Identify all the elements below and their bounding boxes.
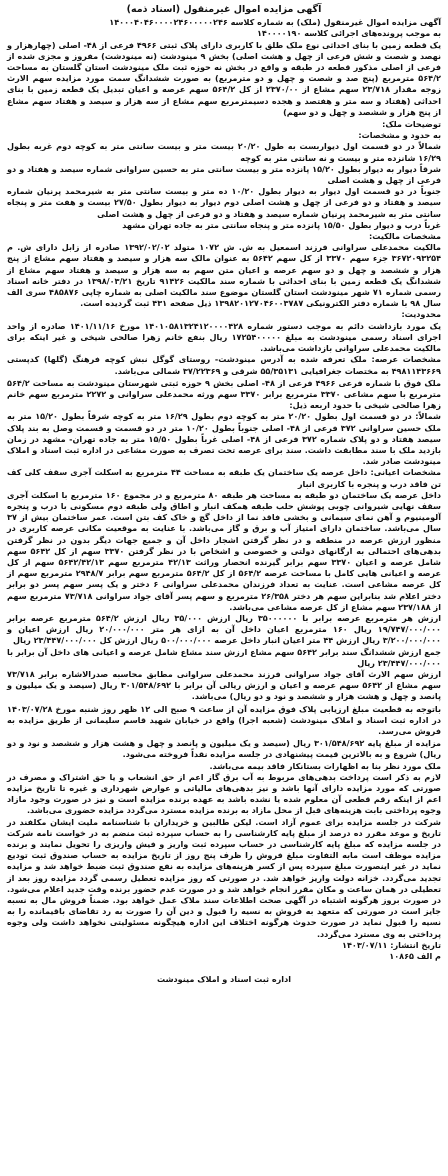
auction-schedule: باتوجه به قطعیت مبلغ ارزیابی پلاک فوق مزایده آن از ساعت ۹ صبح الی ۱۲ ظهر روز شنبه مورخ ۱۴۰۳/۰۷/۲۸ در اداره ثبت اسناد و املاک مینودشت (شعبه اجرا) واقع در خیابان شهید قاسم سلیمانی از طریق مزایده به فروش می‌رسد. xyxy=(7,703,442,736)
inheritance-value: ارزش سهم الارث آقای جواد سراوانی فرزند محمدعلی سراوانی مطابق محاسبه صدرالاشاره برابر ۷۳/۷۱۸ سهم مشاع از ۵۶۴۲ سهم عرصه و اعیان و ارزش ریالی آن برابر با ۳۰۱/۵۴۸/۶۹۲ ریال (سیصد و یک میلیون و پانصد و چهل و هشت هزار و ششصد و نود و دو ریال) می‌باشد. xyxy=(7,668,441,702)
case-reference: به موجب پرونده‌های اجرائی کلاسه ۱۴۰۰۰۰۱۹۰ xyxy=(256,28,441,39)
property-description: یک قطعه زمین با بنای احداثی نوع ملک طلق با کاربری دارای پلاک ثبتی ۴۹۶۶ فرعی از ۴۸- اصلی (چهارهزار و نهصد و شصت و شش فرعی از چهل و هشت اصلی) بخش ۹ مینودشت (نه مینودشت) مفروز و مجزی شده از فرعی از اصلی مذکور قطعه در طبقه و واقع در بخش نه حوزه ثبت ملک مینودشت استان گلستان به مساحت ۵۶۴/۲ مترمربع (پنج صد و شصت و چهل و دو مترمربع) به صورت ششدانگ سمت مورد مزایده سهم الارث زوجه مقدار ۲۳/۷۱۸ سهم مشاع از ۲۳۷۰/۰۰ از کل ۵۶۴/۲ سهم عرصه و اعیان تبدیل یک قطعه زمین با بنای احداثی (هفتاد و سه متر و هفتصد و هجده دسیمترمربع سهم مشاع از سه هزار و سیصد و هفتاد سهم مشاع از پنج هزار و ششصد و چهل و دو سهم) xyxy=(7,39,441,117)
site-details: ملک تعرفه شده به آدرس مینودشت- روستای گوگل نبش کوچه فرهنگ (گلها) کدپستی ۴۹۸۱۱۴۳۶۶۹ به مختصات جغرافیایی ۵۵/۳۵۱۳۱ شرقی و ۳۷/۲۲۳۶۹ شمالی می‌باشد. xyxy=(7,354,441,376)
notice-title: آگهی مزایده اموال غیرمنقول (اسناد ذمه) xyxy=(126,4,322,15)
property-paragraph: ملک فوق با شماره فرعی ۴۹۶۶ فرعی از ۴۸- اصلی بخش ۹ حوزه ثبتی شهرستان مینودشت به مساحت ۵۶۴/۲ مترمربع با سهم مشاعی ۳۳۷۰ مترمربع برابر ۳۳۷۰ سهم ورثه محمدعلی سراوانی و ۲۲۷۲ مترمربع سهم خانم زهرا صالحی شیخی با حدود اربعه ذیل: xyxy=(7,377,442,411)
boundaries-paragraph: شمالاً: در دو قسمت اول بطول ۲۰/۲۰ متر به کوچه دوم بطول ۱۶/۲۹ متر به کوچه شرقاً بطول ۱۵/۲۰ متر به ملک حسین سراوانی ۳۷۲ فرعی از ۴۸- اصلی جنوباً بطول ۱۰/۲۰ متر در دو قسمت و قسمت وصل به بند پلاک سیصد هفتاد و دو پلاک شماره ۳۷۲ فرعی از ۴۸- اصلی غرباً بطول ۱۵/۵۰ متر به جاده تهران- مشهد در زمان بازدید ملک با سند مطابقت داشت. سند برای عرصه تحت تصرف به صورت مشاعی در اداره ثبت اسناد و املاک مینودشت صادر شد. xyxy=(7,411,441,467)
site-label: مشخصات عرصه: xyxy=(371,354,441,365)
restrictions-label: محدودیت: xyxy=(401,309,441,320)
auction-base-price: مزایده از مبلغ پایه ۳۰۱/۵۴۸/۶۹۲ ریال (سیصد و یک میلیون و پانصد و چهل و هشت هزار و ششصد و نود و دو ریال) شروع و به بالاترین قیمت پیشنهادی در جلسه مزایده نقداً فروخته می‌شود. xyxy=(7,738,441,760)
valuation-details: ارزش هر مترمربع عرصه برابر با ۳۵۰۰۰۰۰۰ ریال ارزش ۳۵/۰۰۰ ریال ارزش ۵۶۴/۲ مترمربع عرصه برابر ۱۹/۷۴۷/۰۰۰/۰۰۰ ریال ۱۶۰ مترمربع اعیان داخل آن به ازای هر متر ۲۰/۰۰۰/۰۰۰ ریال ارزش اعیان و ۳/۲۰۰/۰۰۰/۰۰۰ ریال ارزش ۴۴ متر اعیان انبار داخل عرصه ۵۰۰/۰۰۰/۰۰۰ ریال ارزش کل ۲۳/۴۴۷/۰۰۰/۰۰۰ ریال xyxy=(7,612,442,646)
ownership-label: مشخصات مالکیت: xyxy=(369,231,441,242)
bounds-label: به حدود و مشخصات: xyxy=(358,130,441,141)
bound-north: شمالاً در دو قسمت اول دیواربست به طول ۲۰/۲۰ بیست متر و بیست سانتی متر به کوچه دوم غربه بطول ۱۶/۲۹ شانزده متر و بیست و نه سانتی متر به کوچه xyxy=(7,141,442,163)
bound-east: شرقاً دیوار به دیوار بطول ۱۵/۲۰ پانزده متر و بیست سانتی متر به حسین سراوانی شماره سیصد و هفتاد و دو فرعی از چهل و هشت اصلی xyxy=(7,163,441,186)
bound-west: غرباً درب و دیوار بطول ۱۵/۵۰ پانزده متر و پنجاه سانتی متر به جاده تهران مشهد xyxy=(122,219,441,230)
property-notes-label: توضیحات ملک: xyxy=(382,119,441,130)
ownership-details: مالکیت محمدعلی سراوانی فرزند اسمعیل به ش. ش ۱۰۷۲ متولد ۱۳۹۲/۰۲/۰۲ صادره از زابل دارای ش. م ۳۶۷۲۰۹۳۲۵۴ جزء سهم ۳۳۷۰ از کل سهم ۵۶۴۲ به عنوان مالک سه هزار و سیصد و هفتاد سهم مشاع از پنج هزار و ششصد و چهل و دو سهم عرصه و اعیان متن سهم به سه هزار و سیصد و هفتاد سهم مشاع از ششدانگ یک قطعه زمین با بنای احداثی با شماره سند مالکیت ۹۱۴۲۶ تاریخ ۱۳۹۸/۰۳/۲۱ در دفتر خانه اسناد رسمی شماره ۷۱ شهر مینودشت استان گلستان موضوع سند مالکیت اصلی به شماره چاپی ۴۸۵۸۷۶ سری الف سال ۹۸ با شماره دفتر الکترونیکی ۱۳۹۸۲۰۱۲۷۰۴۶۰۰۳۷۸۷ ذیل صفحه ۴۳۱ ثبت گردیده است. xyxy=(7,242,442,309)
reference-code: م الف ۱۰۸۶۵ xyxy=(389,951,441,962)
spacer xyxy=(7,962,441,974)
bound-south: جنوباً در دو قسمت اول دیوار به دیوار بطول ۱۰/۲۰ ده متر و بیست سانتی متر به شیرمحمد پرنیان شماره سیصد و هفتاد و دو فرعی از چهل و هشت اصلی دوم دیوار به دیوار بطول ۲۷/۵۰ بیست و هفت متر و پنجاه سانتی متر به شیرمحمد پرنیان شماره سیصد و هفتاد و دو فرعی از چهل و هشت اصلی xyxy=(7,186,441,219)
participation-terms: شرکت در جلسه مزایده برای عموم آزاد است. لیکن طالبین و خریداران با شناسنامه ملیت ایشان مکلفند در تاریخ و موعد مقرر ده درصد از مبلغ پایه کارشناسی را به حساب سپرده ثبت منضم به در خواست نامه شرکت در جلسه مزایده که مبلغ پایه کارشناسی در حساب سپرده ثبت واریز و فیش واریزی را تحویل نمایند و برنده مزایده موظف است مابه التفاوت مبلغ فروش را ظرف پنج روز از تاریخ مزایده به حساب صندوق ثبت تودیع نماید در غیر اینصورت مبلغ سپرده پس از کسر هزینه‌های مزایده به نفع صندوق ثبت ضبط خواهد شد و مزایده تجدید می‌گردد. خزانه دولت واریز خواهد شد. در صورتی که روز مزایده تعطیل رسمی گردد مزایده روز بعد از تعطیلی در همان ساعت و مکان مقرر انجام خواهد شد و در صورت عدم حضور برنده وقت جدید اعلام می‌شود. در صورت بروز هرگونه اشتباه در آگهی صحت اطلاعات سند ملاک عمل خواهد بود. ضمناً فروش مال به نسبه جایز است در صورتی که متعهد به فروش به نسیه را قبول و دین آن را صورت به رد تقاضای باقیمانده را به نسیه را قبول نماید در صورت حدوث هرگونه اختلاف این اداره هیچگونه مسئولیتی نخواهد داشت ولی وجوه پرداختی به وی مسترد می‌گردد. xyxy=(7,816,441,939)
notice-subtitle: آگهی مزایده اموال غیرمنقول (ملک) به شماره کلاسه ۱۴۰۰۰۴۰۴۶۰۰۰۰۲۴۶۰۰۰۰۰۲۴۶ xyxy=(109,17,441,28)
restrictions-details: یک مورد بازداشت دائم به موجب دستور شماره ۱۴۰۱۰۵۸۱۳۲۴۱۲۰۰۰۰۴۲۸ مورخ ۱۴۰۱/۱۱/۱۶ صادره از واحد اجرای اسناد رسمی مینودشت به مبلغ ۱۷۲۵۴۰۰۰۰۰ ریال بنفع خانم زهرا صالحی شیخی و غیر اینکه برای مالکیت محمدعلی سراوانی بازداشت می‌باشد. xyxy=(7,320,442,354)
building-specs: مشخصات اعیانی: داخل عرصه یک ساختمان یک طبقه به مساحت ۴۴ مترمربع به اسکلت آجری سقف کلی کف تن فاقد درب و پنجره با کاربری انبار xyxy=(7,467,441,489)
insurance-note: ملک مورد نظر بنا به اظهارات بستانکار فاقد بیمه می‌باشد. xyxy=(209,760,441,771)
issuing-office: اداره ثبت اسناد و املاک مینودشت xyxy=(157,974,291,985)
publish-date: تاریخ انتشار: ۱۴۰۳/۰۷/۱۱ xyxy=(342,939,441,950)
building-details: داخل عرصه یک ساختمان دو طبقه به مساحت هر طبقه ۸۰ مترمربع و در مجموع ۱۶۰ مترمربع با اسکلت آجری سقف نهایی شیروانی چوبی پوشش حلب طبقه همکف انبار و اطاق ولی طبقه دوم مسکونی با درب و پنجره آلومینیوم و آهن نمای سیمانی و بخشی فاقد نما از داخل گچ و خاک کف بتن است. عمر ساختمان بیش از ۳۷ سال می‌باشد. ساختمان دارای امتیاز آب و برق و گاز می‌باشد. با عنایت به موقعیت مکانی عرصه کاربری در منظور ارزش عرصه در منطقه و در نظر گرفتن اشجار داخل آن و جمیع جهات دیگر بدون در نظر گرفتن بدهی‌های احتمالی به ارگانهای دولتی و خصوصی و اشخاص با در نظر گرفتن ۳۳۷۰ سهم از کل ۵۶۴۲ سهم شامل عرصه و اعیان ۳۳۷۰ سهم برابر گیرنده انحصار وراثت ۴۲/۱۳ مترمربع سهم ۵۶۴۲/۴۲/۱۳ سهم از کل عرصه و اعیانی هایی کامل با مساحت عرصه ۵۶۴/۲ از کل ۵۶۴/۲ مترمربع سهم برابر ۲۹۴۸/۷ مترمربع سهم از کل عرصه مشاعی است. عنایت به تعداد فرزندان محمدعلی سراوانی ۶ دختر و یک پسر سهم پسر دو برابر دختر اعلام شد بنابراین سهم هر دختر ۲۶/۳۵۸ مترمربع و سهم پسر آقای جواد سراوانی ۷۳/۷۱۸ مترمربع سهم از ۲۳۷/۱۸۸ سهم مشاع از کل عرصه مشاعی می‌باشد. xyxy=(7,489,441,612)
debts-note: لازم به ذکر است پرداخت بدهی‌های مربوط به آب برق گاز اعم از حق انشعاب و یا حق اشتراک و مصرف در صورتی که مورد مزایده دارای آنها باشد و نیز بدهی‌های مالیاتی و عوارض شهرداری و غیره تا تاریخ مزایده اعم از اینکه رقم قطعی آن معلوم شده یا نشده باشد به عهده برنده مزایده است و نیز در صورت وجود مازاد وجوه پرداختی بابت هزینه‌های قبل از محل مازاد به برنده مزایده مسترد می‌گردد مزایده حضوری می‌باشد. xyxy=(7,771,441,816)
site-specs xyxy=(7,354,441,376)
total-value: جمع ارزش ششدانگ سند برابر ۵۶۴۲ سهم مشاع ارزش سند مشاع شامل عرصه و اعیانی های داخل آن برابر با ۲۳/۴۴۷/۰۰۰/۰۰۰ ریال xyxy=(7,646,441,668)
